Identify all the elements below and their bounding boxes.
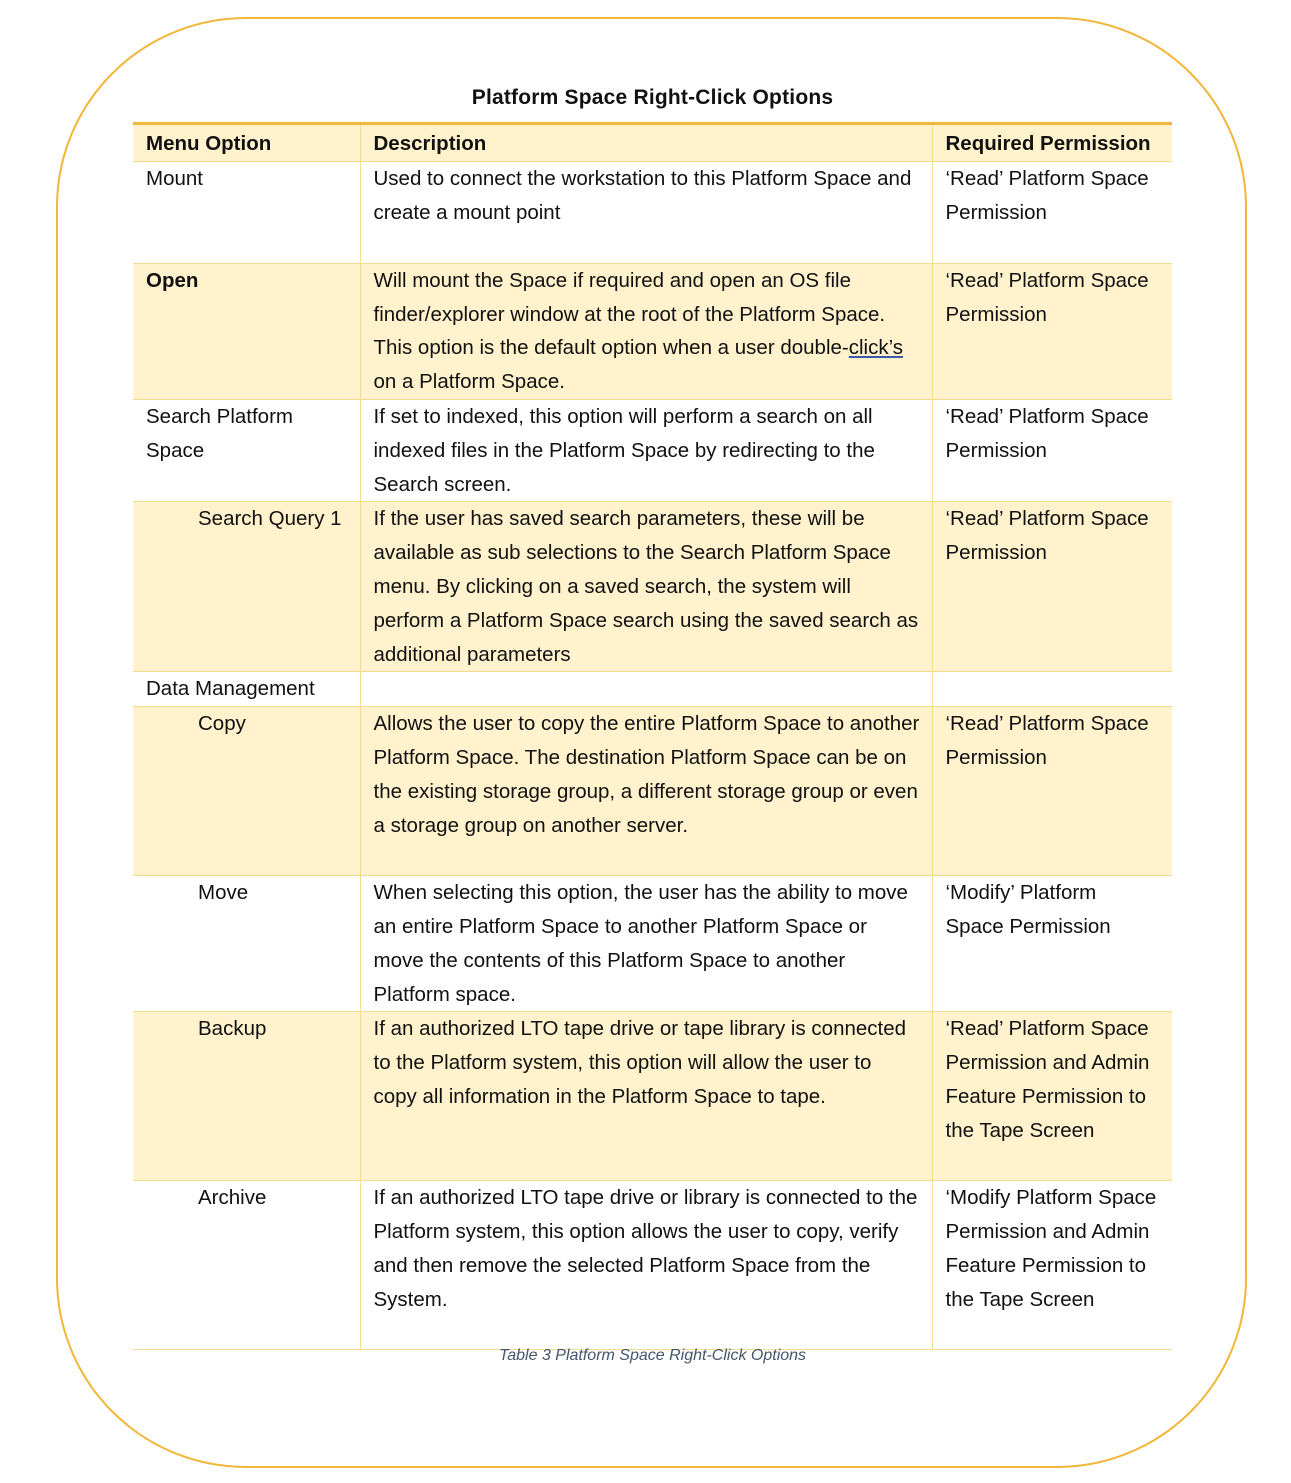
option-cell: Archive — [133, 1181, 360, 1350]
description-cell: Used to connect the workstation to this Platform Space and create a mount point — [360, 161, 932, 263]
description-text: Will mount the Space if required and open an OS file finder/explorer window at the root of the Platform Space. This option is the default option when a user double- — [373, 268, 886, 360]
option-cell: Search Query 1 — [133, 502, 360, 672]
table-caption: Table 3 Platform Space Right-Click Options — [498, 1347, 807, 1364]
option-cell: Move — [133, 876, 360, 1012]
permission-cell: ‘Read’ Platform Space Permission — [932, 502, 1172, 672]
description-cell: Allows the user to copy the entire Platform Space to another Platform Space. The destination Platform Space can be on the existing storage group, a different storage group or even a storage group on another server. — [360, 707, 932, 876]
table-row-open — [133, 263, 1172, 399]
table-row-mount — [133, 161, 1172, 263]
permission-cell: ‘Modify’ Platform Space Permission — [932, 876, 1172, 1012]
description-underlined-word: click’s — [848, 336, 904, 360]
table-row-archive — [133, 1181, 1172, 1350]
permission-cell — [932, 672, 1172, 707]
table-row-move — [133, 876, 1172, 1012]
description-cell — [360, 263, 932, 399]
table-row-backup — [133, 1012, 1172, 1181]
table-title: Platform Space Right-Click Options — [471, 86, 834, 109]
description-cell — [360, 672, 932, 707]
option-cell: Open — [133, 263, 360, 399]
permission-cell: ‘Modify Platform Space Permission and Admin Feature Permission to the Tape Screen — [932, 1181, 1172, 1350]
options-table — [133, 122, 1172, 1350]
option-cell: Mount — [133, 161, 360, 263]
table-row-search-query — [133, 502, 1172, 672]
permission-cell: ‘Read’ Platform Space Permission — [932, 161, 1172, 263]
header-description: Description — [360, 124, 932, 162]
description-cell: If an authorized LTO tape drive or tape library is connected to the Platform system, this option will allow the user to copy all information in the Platform Space to tape. — [360, 1012, 932, 1181]
option-cell: Data Management — [133, 672, 360, 707]
description-cell: If an authorized LTO tape drive or library is connected to the Platform system, this option allows the user to copy, verify and then remove the selected Platform Space from the System. — [360, 1181, 932, 1350]
permission-cell: ‘Read’ Platform Space Permission — [932, 263, 1172, 399]
option-cell: Search Platform Space — [133, 399, 360, 501]
header-row — [133, 124, 1172, 162]
permission-cell: ‘Read’ Platform Space Permission and Admin Feature Permission to the Tape Screen — [932, 1012, 1172, 1181]
header-required-permission: Required Permission — [932, 124, 1172, 162]
description-text-end: on a Platform Space. — [373, 370, 565, 394]
table-row-search-platform-space — [133, 399, 1172, 501]
permission-cell: ‘Read’ Platform Space Permission — [932, 707, 1172, 876]
permission-cell: ‘Read’ Platform Space Permission — [932, 399, 1172, 501]
table-row-data-management — [133, 672, 1172, 707]
header-menu-option: Menu Option — [133, 124, 360, 162]
option-cell: Backup — [133, 1012, 360, 1181]
table-row-copy — [133, 707, 1172, 876]
description-cell: If the user has saved search parameters, these will be available as sub selections to the Search Platform Space menu. By clicking on a saved search, the system will perform a Platform Space search using the saved search as additional parameters — [360, 502, 932, 672]
description-cell: If set to indexed, this option will perform a search on all indexed files in the Platform Space by redirecting to the Search screen. — [360, 399, 932, 501]
option-cell: Copy — [133, 707, 360, 876]
description-cell: When selecting this option, the user has the ability to move an entire Platform Space to another Platform Space or move the contents of this Platform Space to another Platform space. — [360, 876, 932, 1012]
